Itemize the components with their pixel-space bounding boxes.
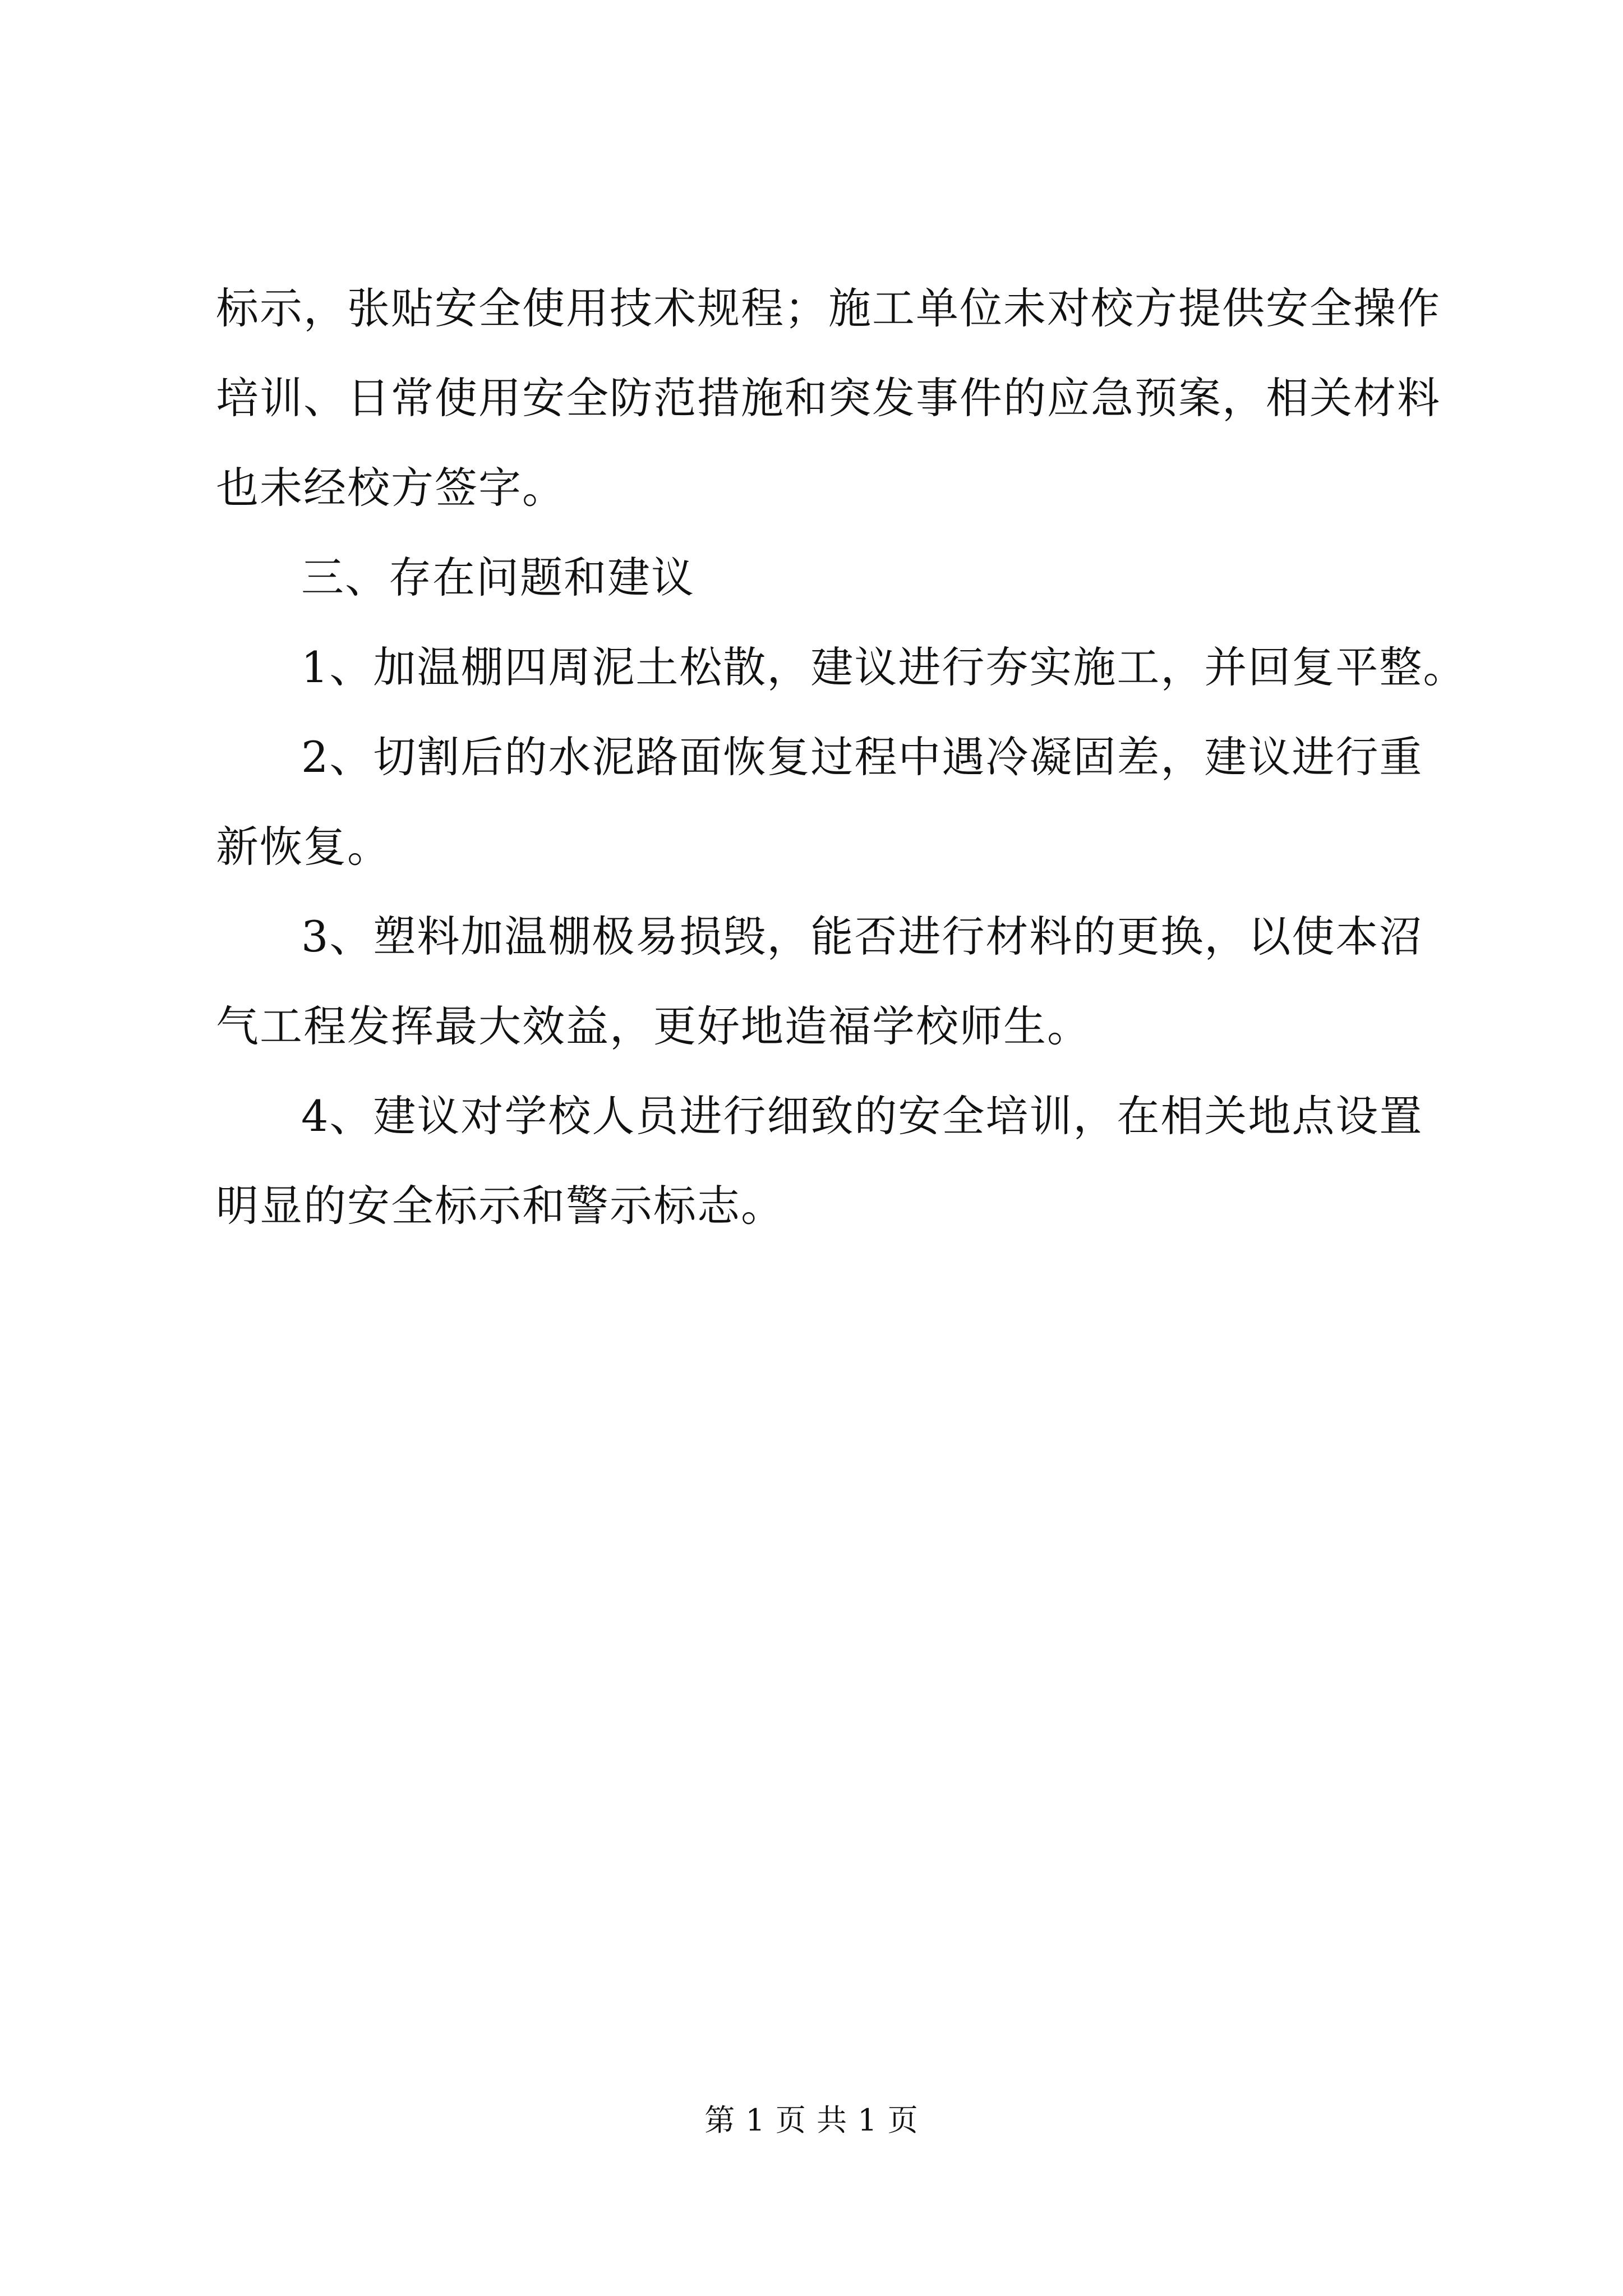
list-item-4: 4、建议对学校人员进行细致的安全培训，在相关地点设置 bbox=[301, 1091, 1423, 1141]
list-item-4-continued: 明显的安全标示和警示标志。 bbox=[216, 1181, 785, 1231]
paragraph-line: 培训、日常使用安全防范措施和突发事件的应急预案，相关材料 bbox=[216, 373, 1441, 423]
list-item-3: 3、塑料加温棚极易损毁，能否进行材料的更换，以使本沼 bbox=[301, 912, 1423, 961]
list-item-1: 1、加温棚四周泥土松散，建议进行夯实施工，并回复平整。 bbox=[301, 642, 1467, 692]
list-item-2-continued: 新恢复。 bbox=[216, 822, 391, 872]
page-footer bbox=[0, 2098, 1623, 2143]
list-item-3-continued: 气工程发挥最大效益，更好地造福学校师生。 bbox=[216, 1001, 1091, 1051]
paragraph-line: 标示，张贴安全使用技术规程；施工单位未对校方提供安全操作 bbox=[216, 283, 1441, 333]
document-body bbox=[216, 264, 1467, 1251]
page-number-label: 第 1 页 共 1 页 bbox=[704, 2102, 919, 2138]
section-heading: 三、存在问题和建议 bbox=[301, 553, 695, 602]
paragraph-line: 也未经校方签字。 bbox=[216, 463, 566, 513]
list-item-2: 2、切割后的水泥路面恢复过程中遇冷凝固差，建议进行重 bbox=[301, 732, 1423, 782]
